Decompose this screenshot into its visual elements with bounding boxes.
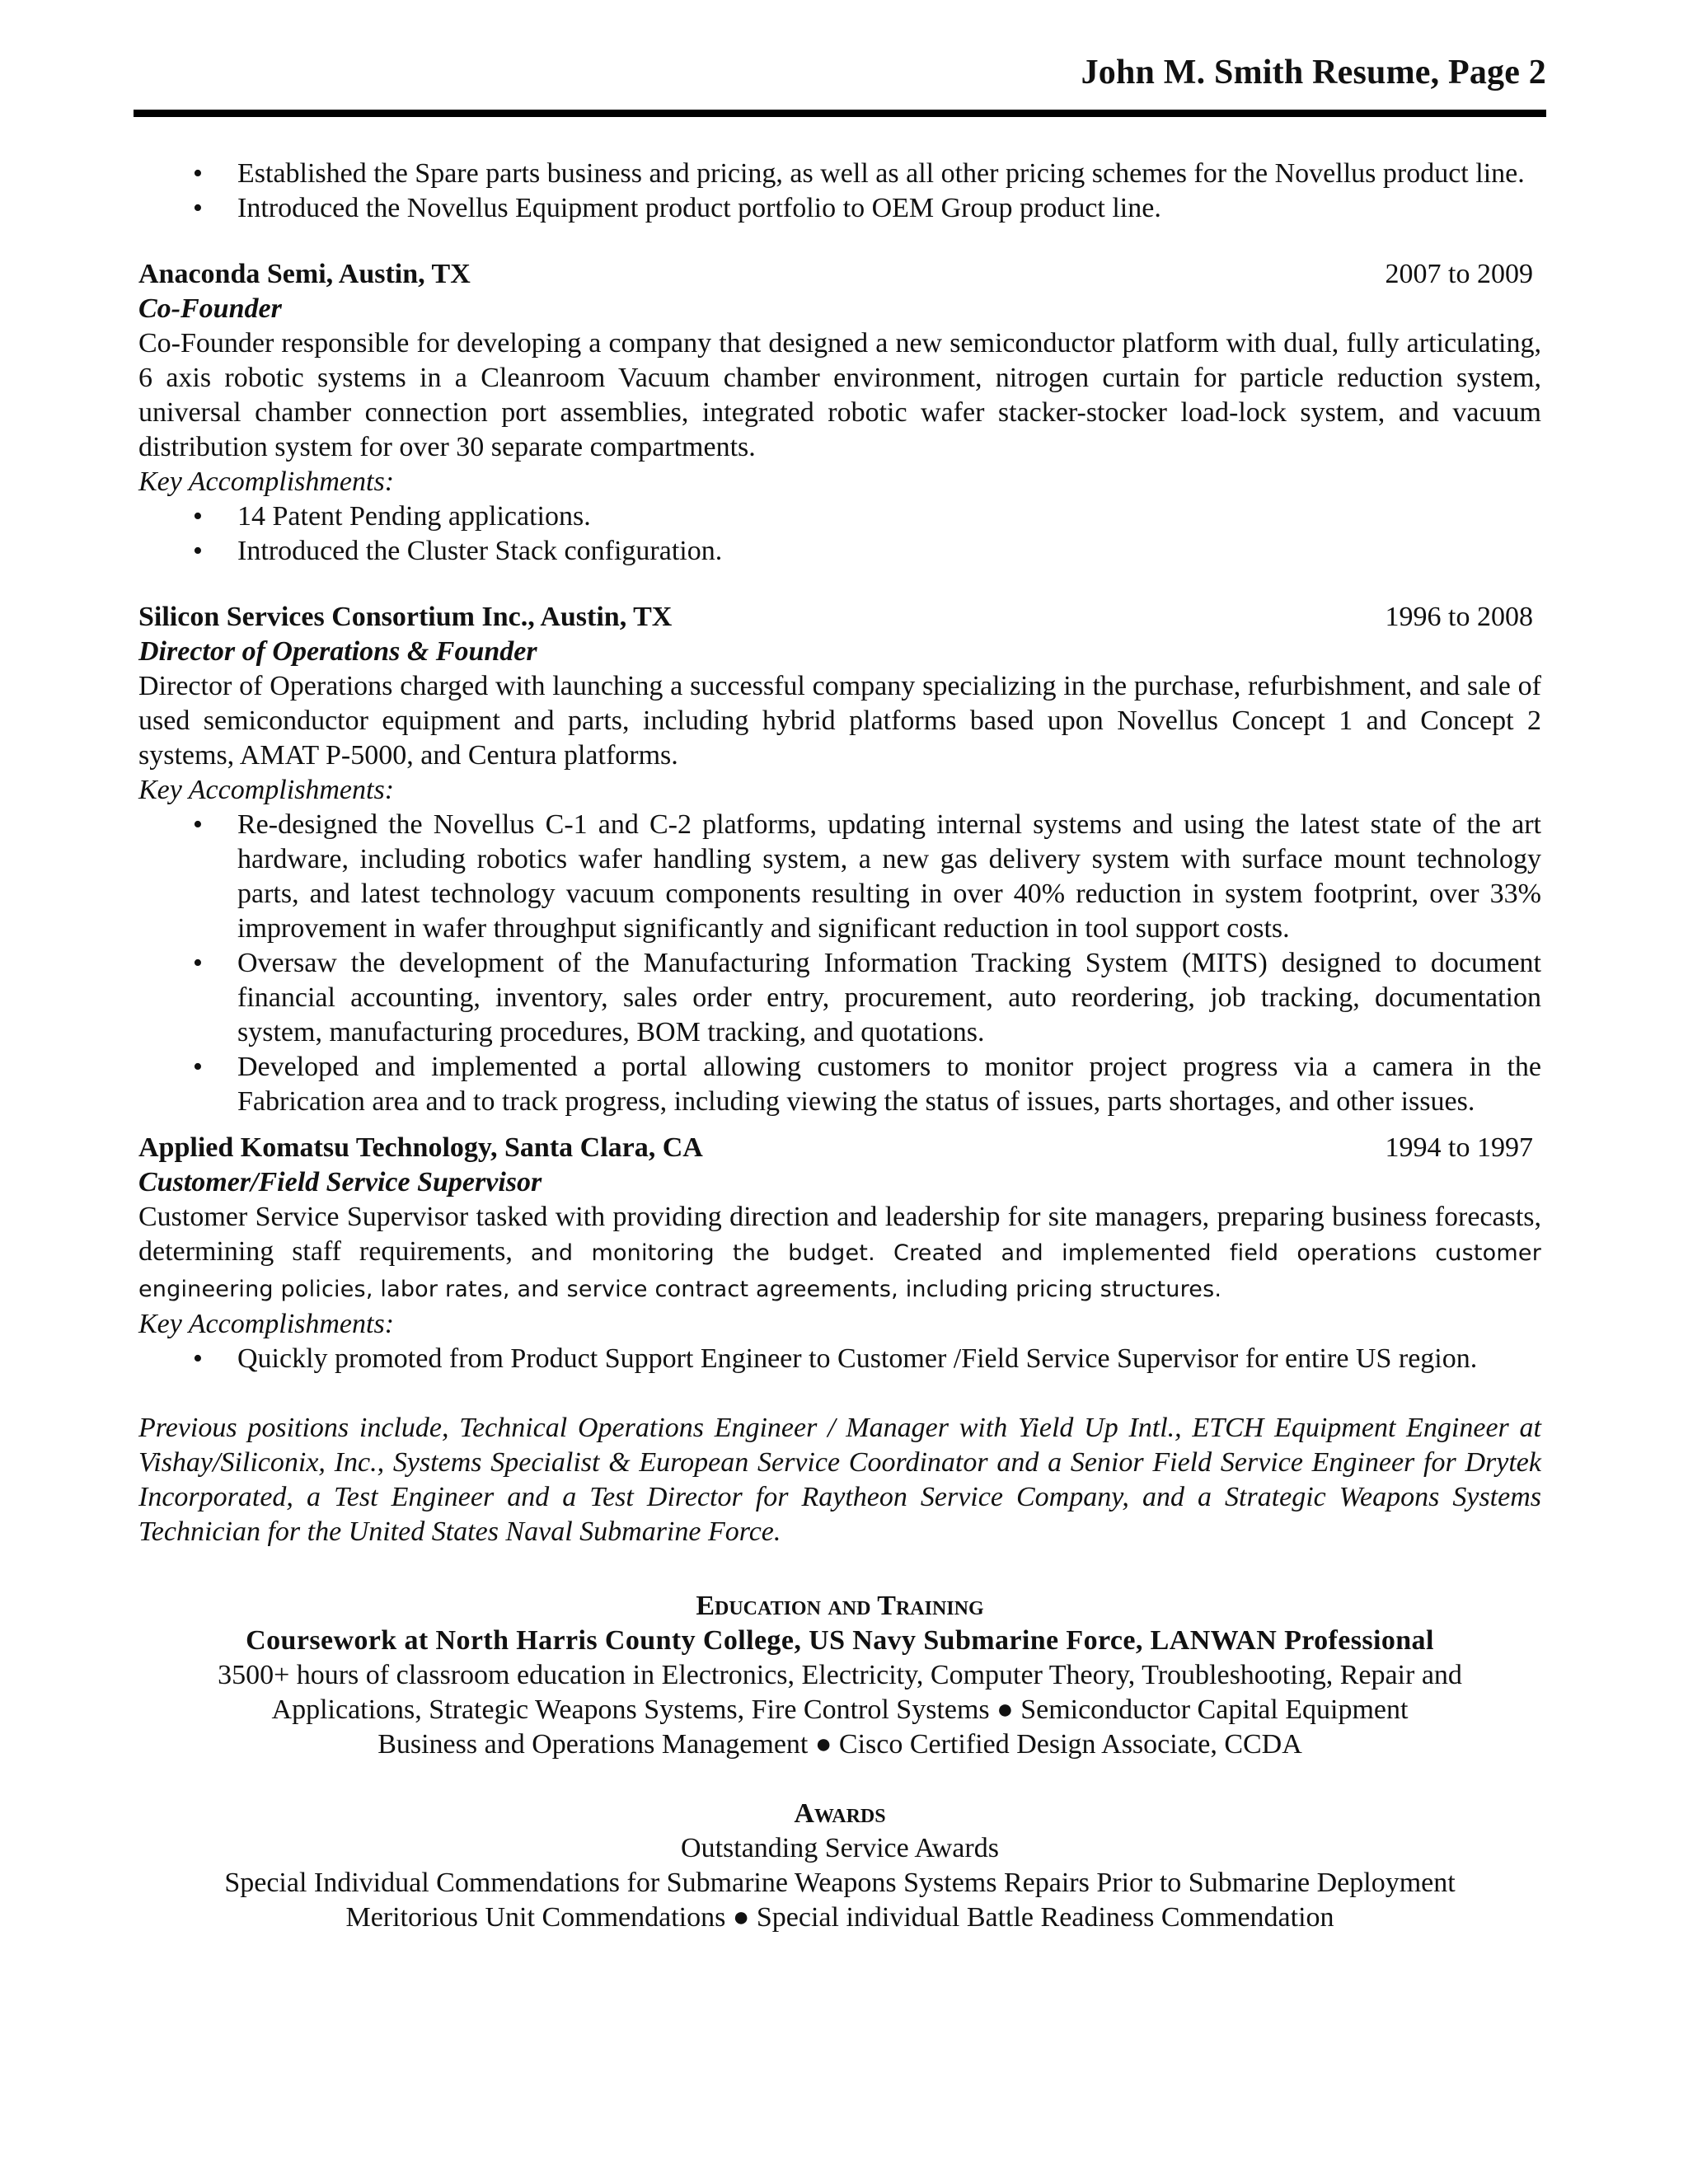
page-header-title: John M. Smith Resume, Page 2	[1081, 54, 1546, 91]
job-description: Co-Founder responsible for developing a company that designed a new semiconductor platform with dual, fully articulating, 6 axis robotic systems in a Cleanroom Vacuum chamber environment, nitrogen curtain for particle reduction system, universal chamber connection port assemblies, integrated robotic wafer stacker-stocker load-lock system, and vacuum distribution system for over 30 separate compartments.	[138, 328, 1541, 462]
job-entry-applied-komatsu	[138, 1131, 1541, 1376]
bullet-icon: •	[193, 536, 203, 566]
job-dates: 2007 to 2009	[1385, 259, 1533, 289]
list-item	[138, 157, 1541, 191]
job-description-main: Customer Service Supervisor tasked with providing direction and leadership for site managers, preparing business forecasts, determining staff requirements,	[138, 1202, 1541, 1267]
header-divider	[134, 110, 1546, 117]
accomplishment-list	[138, 808, 1541, 1119]
bullet-text: Introduced the Cluster Stack configuration.	[237, 536, 723, 566]
list-item	[138, 1050, 1541, 1119]
list-item	[138, 946, 1541, 1050]
job-company: Silicon Services Consortium Inc., Austin, TX	[138, 602, 673, 632]
awards-heading: Awards	[794, 1798, 886, 1829]
job-description: Director of Operations charged with launching a successful company specializing in the purchase, refurbishment, and sale of used semiconductor equipment and parts, including hybrid platforms based upon Novellus Concept 1 and Concept 2 systems, AMAT P-5000, and Centura platforms.	[138, 671, 1541, 771]
job-role: Co-Founder	[138, 293, 282, 324]
awards-line: Outstanding Service Awards	[681, 1833, 999, 1863]
bullet-text: Developed and implemented a portal allowing customers to monitor project progress via a camera in the Fabrication area and to track progress, including viewing the status of issues, parts shortages, and other issues.	[237, 1052, 1541, 1117]
job-company: Anaconda Semi, Austin, TX	[138, 259, 471, 289]
job-description	[138, 1200, 1541, 1307]
job-dates: 1994 to 1997	[1385, 1132, 1533, 1163]
awards-line: Special Individual Commendations for Submarine Weapons Systems Repairs Prior to Submarine Deployment	[224, 1868, 1456, 1898]
bullet-icon: •	[193, 501, 203, 532]
education-heading: Education and Training	[696, 1591, 984, 1621]
resume-content	[138, 157, 1541, 1935]
key-accomplishments-label: Key Accomplishments:	[138, 466, 395, 497]
bullet-icon: •	[193, 809, 203, 840]
education-coursework: Coursework at North Harris County College, US Navy Submarine Force, LANWAN Professional	[246, 1625, 1434, 1656]
bullet-icon: •	[193, 948, 203, 978]
accomplishment-list	[138, 1342, 1541, 1376]
job-entry-anaconda	[138, 257, 1541, 569]
list-item	[138, 534, 1541, 569]
job-description-tail: and monitoring the budget. Created and implemented field operations customer engineering policies, labor rates, and service contract agreements, including pricing structures.	[138, 1240, 1542, 1302]
bullet-text: Re-designed the Novellus C-1 and C-2 platforms, updating internal systems and using the latest state of the art hardware, including robotics wafer handling system, a new gas delivery system with surface mount technology parts, and latest technology vacuum components resulting in over 40% reduction in system footprint, over 33% improvement in wafer throughput significantly and significant reduction in tool support costs.	[237, 809, 1541, 944]
bullet-icon: •	[193, 1052, 203, 1082]
bullet-icon: •	[193, 1343, 203, 1374]
education-line: Business and Operations Management ● Cisco Certified Design Associate, CCDA	[377, 1729, 1302, 1760]
top-bullet-list	[138, 157, 1541, 226]
list-item	[138, 1342, 1541, 1376]
bullet-icon: •	[193, 193, 203, 223]
job-role: Director of Operations & Founder	[138, 636, 537, 667]
job-header	[138, 257, 1541, 292]
bullet-text: Established the Spare parts business and pricing, as well as all other pricing schemes for the Novellus product line.	[237, 158, 1525, 189]
education-line: 3500+ hours of classroom education in Electronics, Electricity, Computer Theory, Troubleshooting, Repair and	[218, 1660, 1462, 1690]
job-entry-silicon-services	[138, 600, 1541, 1119]
job-company: Applied Komatsu Technology, Santa Clara, CA	[138, 1132, 703, 1163]
bullet-text: Quickly promoted from Product Support Engineer to Customer /Field Service Supervisor for entire US region.	[237, 1343, 1478, 1374]
job-header	[138, 1131, 1541, 1165]
list-item	[138, 499, 1541, 534]
bullet-icon: •	[193, 158, 203, 189]
accomplishment-list	[138, 499, 1541, 569]
awards-line: Meritorious Unit Commendations ● Special individual Battle Readiness Commendation	[345, 1902, 1334, 1933]
bullet-text: Introduced the Novellus Equipment product portfolio to OEM Group product line.	[237, 193, 1161, 223]
job-dates: 1996 to 2008	[1385, 602, 1533, 632]
list-item	[138, 191, 1541, 226]
bullet-text: Oversaw the development of the Manufacturing Information Tracking System (MITS) designed to document financial accounting, inventory, sales order entry, procurement, auto reordering, job tracking, documentation system, manufacturing procedures, BOM tracking, and quotations.	[237, 948, 1541, 1047]
job-header	[138, 600, 1541, 635]
job-role: Customer/Field Service Supervisor	[138, 1167, 542, 1197]
bullet-text: 14 Patent Pending applications.	[237, 501, 591, 532]
key-accomplishments-label: Key Accomplishments:	[138, 1309, 395, 1339]
previous-positions: Previous positions include, Technical Operations Engineer / Manager with Yield Up Intl., ETCH Equipment Engineer at Vishay/Siliconix, Inc., Systems Specialist & European Service Coordinator and a Senior Field Service Engineer for Drytek Incorporated, a Test Engineer and a Test Director for Raytheon Service Company, and a Strategic Weapons Systems Technician for the United States Naval Submarine Force.	[138, 1413, 1541, 1547]
key-accomplishments-label: Key Accomplishments:	[138, 775, 395, 805]
education-line: Applications, Strategic Weapons Systems, Fire Control Systems ● Semiconductor Capital Equipment	[271, 1694, 1409, 1725]
list-item	[138, 808, 1541, 946]
